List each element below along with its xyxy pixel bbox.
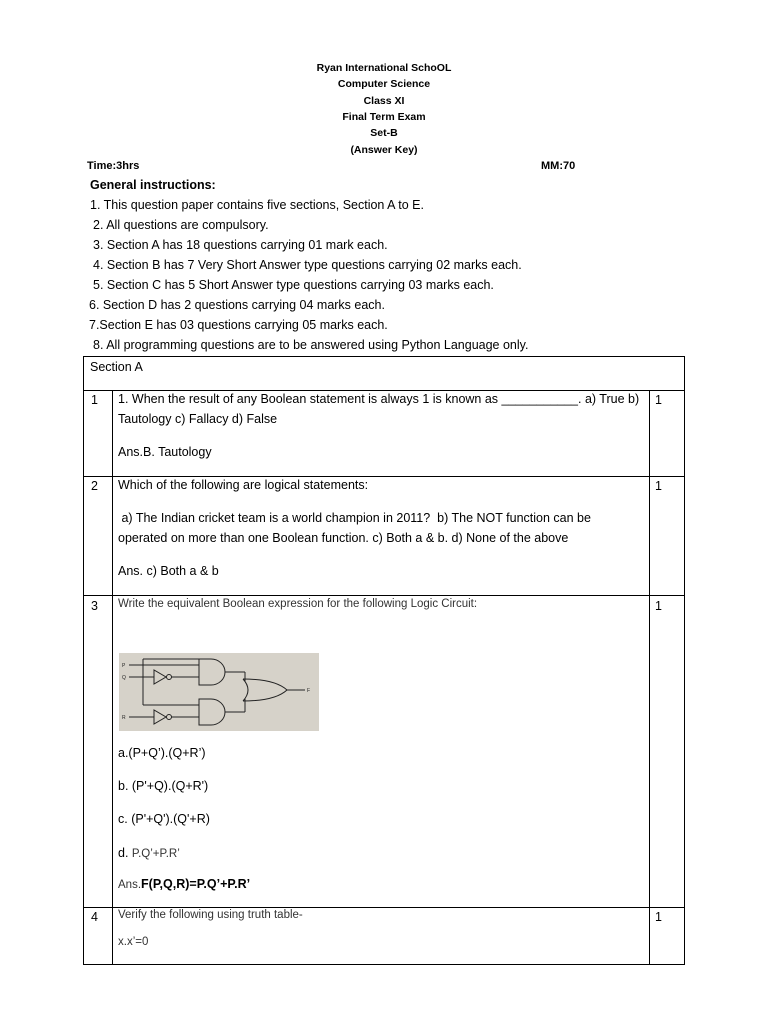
exam-title: Final Term Exam [342,111,426,123]
answer-text [118,874,250,895]
instruction-3: 3. Section A has 18 questions carrying 01 mark each. [93,238,388,252]
question-marks: 1 [655,910,662,924]
question-marks: 1 [655,599,662,613]
answer-key-label: (Answer Key) [350,144,418,156]
class-label: Class XI [363,95,405,107]
answer-prefix: Ans. [118,879,142,891]
option-b: b. (P'+Q).(Q+R') [118,779,209,793]
question-text: Write the equivalent Boolean expression for the following Logic Circuit: [118,598,478,610]
instruction-5: 5. Section C has 5 Short Answer type questions carrying 03 marks each. [93,278,494,292]
question-text: a) The Indian cricket team is a world champion in 2011? b) The NOT function can be [118,511,591,525]
column-divider [112,390,113,965]
logic-circuit-diagram [119,653,319,731]
option-d-prefix: d. [118,846,129,860]
question-number: 2 [91,479,98,493]
instruction-7: 7.Section E has 03 questions carrying 05 marks each. [89,318,388,332]
circuit-label-q: Q [122,675,126,681]
question-text: operated on more than one Boolean function. c) Both a & b. d) None of the above [118,531,569,545]
instruction-8: 8. All programming questions are to be answered using Python Language only. [93,338,529,352]
instructions-title: General instructions: [90,178,216,192]
instruction-2: 2. All questions are compulsory. [93,218,269,232]
circuit-label-f: F [307,688,311,694]
answer-expression: F(P,Q,R)=P.Q’+P.R’ [141,877,251,891]
questions-table [83,356,685,965]
answer-text: Ans.B. Tautology [118,445,212,459]
logic-circuit-image [119,653,319,731]
question-number: 4 [91,910,98,924]
section-title: Section A [90,360,143,374]
subject: Computer Science [337,78,431,90]
max-marks-label: MM:70 [541,160,576,172]
question-text: Tautology c) Fallacy d) False [118,412,278,426]
circuit-label-p: P [122,663,126,669]
option-d [118,843,180,864]
question-number: 1 [91,393,98,407]
school-name: Ryan International SchoOL [316,62,452,74]
instruction-6: 6. Section D has 2 questions carrying 04 marks each. [89,298,385,312]
question-text: Verify the following using truth table- [118,909,303,921]
question-text: x.x’=0 [118,936,149,948]
option-a: a.(P+Q’).(Q+R’) [118,746,206,760]
question-number: 3 [91,599,98,613]
column-divider [649,390,650,965]
question-text: Which of the following are logical statements: [118,478,369,492]
instruction-4: 4. Section B has 7 Very Short Answer type questions carrying 02 marks each. [93,258,522,272]
question-marks: 1 [655,393,662,407]
option-d-text: P.Q’+P.R’ [131,848,180,860]
question-marks: 1 [655,479,662,493]
instruction-1: 1. This question paper contains five sections, Section A to E. [90,198,424,212]
time-label: Time:3hrs [87,160,140,172]
option-c: c. (P'+Q').(Q'+R) [118,812,210,826]
question-text: 1. When the result of any Boolean statement is always 1 is known as ___________. a) True b) [118,392,640,406]
set-label: Set-B [370,127,398,139]
circuit-label-r: R [122,715,126,721]
answer-text: Ans. c) Both a & b [118,564,219,578]
